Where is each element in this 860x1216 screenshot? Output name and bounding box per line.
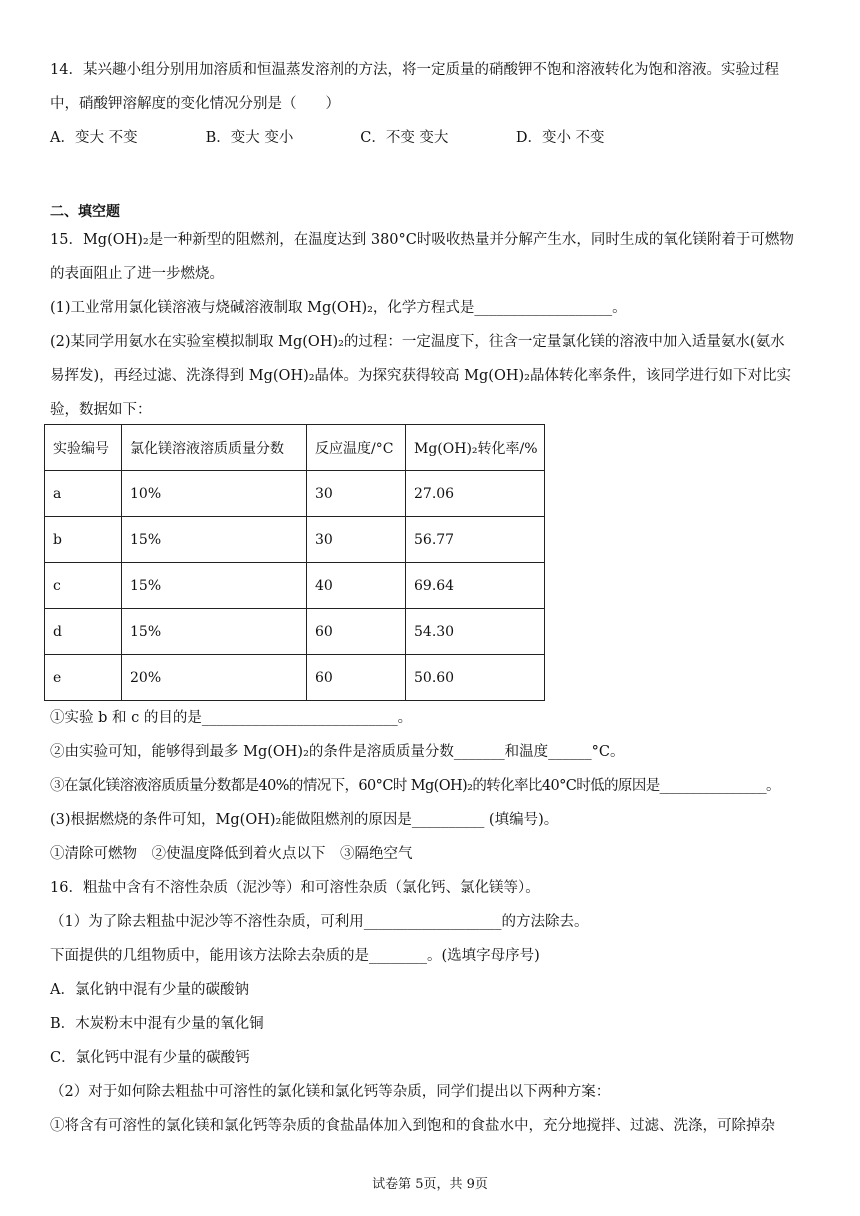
q15-sub1: (1)工业常用氯化镁溶液与烧碱溶液制取 Mg(OH)₂，化学方程式是___________________。 [50,300,627,316]
q14-options [50,128,605,148]
q15-sub2-line-2: 易挥发)，再经过滤、洗涤得到 Mg(OH)₂晶体。为探究获得较高 Mg(OH)₂晶体转化率条件，该同学进行如下对比实 [50,368,791,384]
page-footer: 试卷第 5页，共 9页 [372,1177,488,1192]
table-cell: 50.60 [406,655,545,701]
table-cell: b [45,517,122,563]
experiment-table [44,424,545,701]
table-header-cell: 实验编号 [45,425,122,471]
q16-option-a: A．氯化钠中混有少量的碳酸钠 [50,982,249,998]
q15-sub3-options: ①清除可燃物 ②使温度降低到着火点以下 ③隔绝空气 [50,846,413,862]
q14-option-d: D．变小 不变 [515,130,605,146]
q15-sub2-line-3: 验，数据如下： [50,402,152,418]
table-row [45,609,545,655]
q16-sub1: （1）为了除去粗盐中泥沙等不溶性杂质，可利用___________________的方法除去。 [50,914,589,930]
q14-line-2: 中，硝酸钾溶解度的变化情况分别是（ ） [50,96,340,112]
table-cell: 30 [307,517,406,563]
q15-sub3: (3)根据燃烧的条件可知，Mg(OH)₂能做阻燃剂的原因是__________ (填编号)。 [50,812,559,828]
q15-item-2: ②由实验可知，能够得到最多 Mg(OH)₂的条件是溶质质量分数_______和温度______°C。 [50,744,625,760]
q16-option-c: C．氯化钙中混有少量的碳酸钙 [50,1050,250,1066]
q15-item-1: ①实验 b 和 c 的目的是___________________________。 [50,710,413,726]
table-header-cell: Mg(OH)₂转化率/% [406,425,545,471]
table-cell: 56.77 [406,517,545,563]
table-cell: 60 [307,609,406,655]
q15-line-2: 的表面阻止了进一步燃烧。 [50,266,224,282]
section-heading: 二、填空题 [50,204,120,220]
table-header-cell: 氯化镁溶液溶质质量分数 [122,425,307,471]
table-row [45,655,545,701]
table-cell: 27.06 [406,471,545,517]
table-cell: 30 [307,471,406,517]
q16-line-1: 16．粗盐中含有不溶性杂质（泥沙等）和可溶性杂质（氯化钙、氯化镁等）。 [50,880,540,896]
table-cell: 15% [122,517,307,563]
table-cell: 40 [307,563,406,609]
table-header-row [45,425,545,471]
table-cell: 54.30 [406,609,545,655]
table-cell: d [45,609,122,655]
table-cell: 15% [122,609,307,655]
q14-option-a: A．变大 不变 [50,130,138,146]
q15-line-1: 15．Mg(OH)₂是一种新型的阻燃剂，在温度达到 380°C时吸收热量并分解产生水，同时生成的氧化镁附着于可燃物 [50,232,794,248]
table-row [45,563,545,609]
q16-sub2: （2）对于如何除去粗盐中可溶性的氯化镁和氯化钙等杂质，同学们提出以下两种方案： [50,1084,611,1100]
table-row [45,517,545,563]
table-cell: 10% [122,471,307,517]
table-cell: 15% [122,563,307,609]
table-cell: 69.64 [406,563,545,609]
q16-plan-1: ①将含有可溶性的氯化镁和氯化钙等杂质的食盐晶体加入到饱和的食盐水中，充分地搅拌、过滤、洗涤，可除掉杂 [50,1118,775,1134]
q14-option-c: C．不变 变大 [360,130,449,146]
q15-sub2-line-1: (2)某同学用氨水在实验室模拟制取 Mg(OH)₂的过程：一定温度下，往含一定量氯化镁的溶液中加入适量氨水(氨水 [50,334,785,350]
q14-line-1: 14．某兴趣小组分别用加溶质和恒温蒸发溶剂的方法，将一定质量的硝酸钾不饱和溶液转化为饱和溶液。实验过程 [50,62,779,78]
q15-item-3: ③在氯化镁溶液溶质质量分数都是40%的情况下，60°C时 Mg(OH)₂的转化率比40°C时低的原因是________________。 [50,778,780,794]
table-cell: e [45,655,122,701]
table-cell: c [45,563,122,609]
table-cell: 60 [307,655,406,701]
q16-option-b: B．木炭粉末中混有少量的氧化铜 [50,1016,264,1032]
table-cell: a [45,471,122,517]
q16-sub1-question: 下面提供的几组物质中，能用该方法除去杂质的是________。(选填字母序号) [50,948,540,964]
q14-option-b: B．变大 变小 [205,130,294,146]
table-cell: 20% [122,655,307,701]
table-row [45,471,545,517]
table-header-cell: 反应温度/°C [307,425,406,471]
